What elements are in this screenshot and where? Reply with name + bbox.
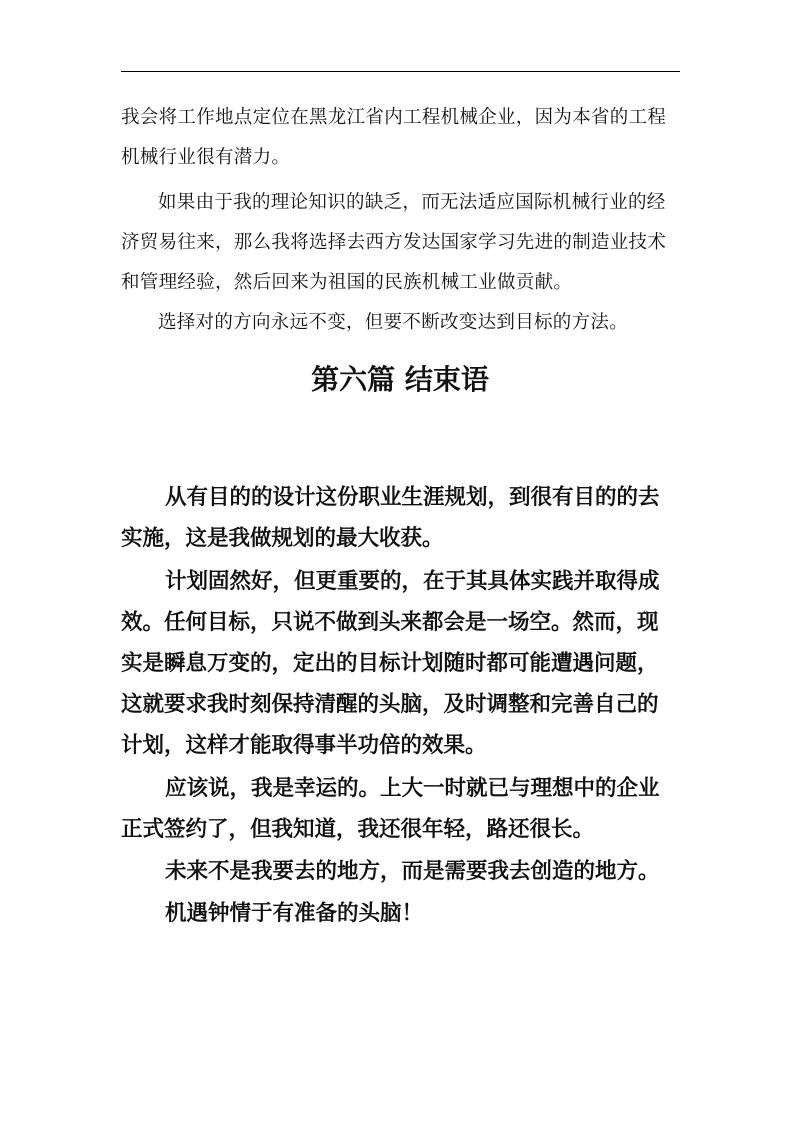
text-line: 机遇钟情于有准备的头脑！ (165, 901, 424, 926)
text-line: 计划，这样才能取得事半功倍的效果。 (121, 733, 487, 758)
text-line: 未来不是我要去的地方，而是需要我去创造的地方。 (165, 859, 660, 884)
paragraph-conclusion-future (121, 851, 686, 892)
text-line: 正式签约了，但我知道，我还很年轻，路还很长。 (121, 817, 595, 842)
text-line: 应该说，我是幸运的。上大一时就已与理想中的企业 (165, 776, 660, 801)
paragraph-work-location (121, 98, 683, 178)
text-line: 效。任何目标，只说不做到头来都会是一场空。然而，现 (121, 610, 659, 635)
paragraph-direction (121, 303, 683, 343)
text-line: 从有目的的设计这份职业生涯规划，到很有目的的去 (165, 485, 660, 510)
text-line: 如果由于我的理论知识的缺乏，而无法适应国际机械行业的经 (158, 192, 666, 213)
text-line: 和管理经验，然后回来为祖国的民族机械工业做贡献。 (121, 272, 573, 293)
paragraph-study-abroad (121, 183, 683, 303)
text-line: 实是瞬息万变的，定出的目标计划随时都可能遭遇问题， (121, 651, 659, 676)
section-title: 第六篇 结束语 (311, 363, 489, 396)
paragraph-conclusion-practice (121, 561, 686, 766)
paragraph-conclusion-lucky (121, 768, 686, 850)
text-line: 实施，这是我做规划的最大收获。 (121, 526, 444, 551)
text-line: 计划固然好，但更重要的，在于其具体实践并取得成 (165, 569, 660, 594)
text-line: 我会将工作地点定位在黑龙江省内工程机械企业，因为本省的工程 (121, 107, 667, 128)
paragraph-conclusion-harvest (121, 477, 686, 559)
text-line: 机械行业很有潜力。 (121, 147, 291, 168)
text-line: 选择对的方向永远不变，但要不断改变达到目标的方法。 (158, 312, 629, 333)
text-line: 济贸易往来，那么我将选择去西方发达国家学习先进的制造业技术 (121, 232, 667, 253)
paragraph-conclusion-opportunity (121, 893, 686, 934)
header-rule (121, 71, 680, 72)
text-line: 这就要求我时刻保持清醒的头脑，及时调整和完善自己的 (121, 692, 659, 717)
